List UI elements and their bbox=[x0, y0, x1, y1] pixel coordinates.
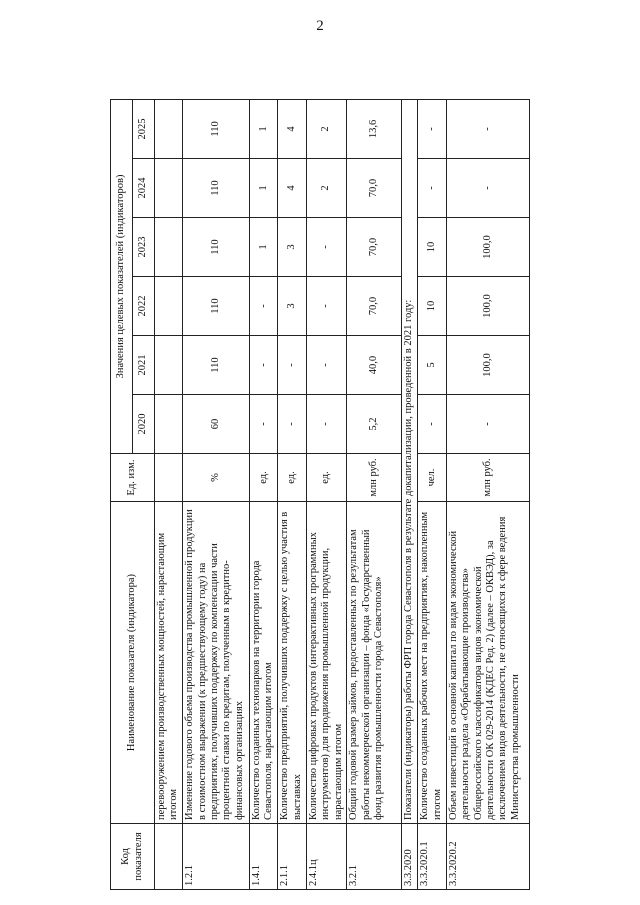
row-value: 110 bbox=[183, 99, 250, 158]
row-value: 70,0 bbox=[347, 218, 402, 277]
row-value: 60 bbox=[183, 395, 250, 454]
row-value: - bbox=[446, 395, 529, 454]
row-value: - bbox=[250, 395, 278, 454]
row-value: - bbox=[418, 159, 446, 218]
row-value: 4 bbox=[278, 159, 306, 218]
header-year: 2020 bbox=[133, 395, 155, 454]
row-code: 2.1.1 bbox=[278, 824, 306, 890]
row-value: 10 bbox=[418, 218, 446, 277]
row-value bbox=[155, 99, 183, 158]
row-value: - bbox=[250, 336, 278, 395]
row-value: 13,6 bbox=[347, 99, 402, 158]
row-value: 1 bbox=[250, 218, 278, 277]
table-row bbox=[347, 99, 402, 889]
row-unit bbox=[155, 454, 183, 502]
header-year: 2025 bbox=[133, 99, 155, 158]
header-targets: Значения целевых показателей (индикаторов) bbox=[111, 99, 133, 453]
row-name: Изменение годового объема производства промышленной продукции в стоимостном выражении (к предшествующему году) на предприятиях, получивших поддержку по компенсации части процентной ставки по кредитам, полученным в кредитно-финансовых организациях bbox=[183, 502, 250, 824]
row-value: - bbox=[446, 159, 529, 218]
row-unit: ед. bbox=[306, 454, 347, 502]
row-value: - bbox=[306, 277, 347, 336]
table-row bbox=[446, 99, 529, 889]
row-code: 1.4.1 bbox=[250, 824, 278, 890]
row-value: 100,0 bbox=[446, 336, 529, 395]
row-unit: ед. bbox=[278, 454, 306, 502]
row-value: 1 bbox=[250, 159, 278, 218]
row-value: 2 bbox=[306, 159, 347, 218]
table-row bbox=[250, 99, 278, 889]
row-value: 5,2 bbox=[347, 395, 402, 454]
row-name: Количество предприятий, получивших поддержку с целью участия в выставках bbox=[278, 502, 306, 824]
row-code: 3.3.2020 bbox=[402, 824, 418, 890]
row-code: 1.2.1 bbox=[183, 824, 250, 890]
row-name: Общий годовой размер займов, предоставленных по результатам работы некоммерческой организации – фонда «Государственный фонд развития промышленности города Севастополя» bbox=[347, 502, 402, 824]
row-value: 100,0 bbox=[446, 277, 529, 336]
row-value: 2 bbox=[306, 99, 347, 158]
row-value: - bbox=[250, 277, 278, 336]
page-number: 2 bbox=[316, 18, 324, 34]
rotated-table-container bbox=[110, 100, 530, 890]
row-value: 110 bbox=[183, 218, 250, 277]
row-value: 110 bbox=[183, 159, 250, 218]
row-value: - bbox=[278, 395, 306, 454]
row-value: - bbox=[306, 395, 347, 454]
table-section-row bbox=[402, 99, 418, 889]
row-name: Количество созданных рабочих мест на предприятиях, накопленным итогом bbox=[418, 502, 446, 824]
header-year: 2023 bbox=[133, 218, 155, 277]
header-name: Наименование показателя (индикатора) bbox=[111, 502, 155, 824]
row-value: - bbox=[306, 336, 347, 395]
row-value bbox=[155, 277, 183, 336]
section-heading: Показатели (индикаторы) работы ФРП города Севастополя в результате докапитализации, проведенной в 2021 году: bbox=[402, 99, 418, 823]
row-value: - bbox=[278, 336, 306, 395]
row-code: 3.3.2020.2 bbox=[446, 824, 529, 890]
row-value: 70,0 bbox=[347, 159, 402, 218]
row-code bbox=[155, 824, 183, 890]
row-value: 110 bbox=[183, 277, 250, 336]
row-code: 3.3.2020.1 bbox=[418, 824, 446, 890]
header-unit: Ед. изм. bbox=[111, 454, 155, 502]
table-row bbox=[278, 99, 306, 889]
row-name: Объем инвестиций в основной капитал по видам экономической деятельности раздела «Обрабатывающие производства» Общероссийского классификатора видов экономической деятельности ОК 029-2014 (КДЕС Ред. 2) (далее – ОКВЭД), за исключением видов деятельности, не относящихся к сфере ведения Министерства промышленности bbox=[446, 502, 529, 824]
row-value: - bbox=[418, 395, 446, 454]
row-unit: % bbox=[183, 454, 250, 502]
row-unit: млн руб. bbox=[446, 454, 529, 502]
row-value: 70,0 bbox=[347, 277, 402, 336]
row-value: 100,0 bbox=[446, 218, 529, 277]
header-code: Код показателя bbox=[111, 824, 155, 890]
row-value bbox=[155, 336, 183, 395]
row-value: 10 bbox=[418, 277, 446, 336]
table-row bbox=[418, 99, 446, 889]
row-unit: чел. bbox=[418, 454, 446, 502]
row-name: Количество цифровых продуктов (интерактивных программных инструментов) для продвижения промышленной продукции, нарастающим итогом bbox=[306, 502, 347, 824]
table-row bbox=[306, 99, 347, 889]
row-value: 5 bbox=[418, 336, 446, 395]
row-value bbox=[155, 218, 183, 277]
row-value: - bbox=[306, 218, 347, 277]
header-year: 2021 bbox=[133, 336, 155, 395]
row-value: 3 bbox=[278, 277, 306, 336]
row-unit: ед. bbox=[250, 454, 278, 502]
row-value bbox=[155, 159, 183, 218]
row-code: 3.2.1 bbox=[347, 824, 402, 890]
row-value bbox=[155, 395, 183, 454]
row-value: 4 bbox=[278, 99, 306, 158]
indicators-table bbox=[110, 99, 530, 890]
row-name: Количество созданных технопарков на территории города Севастополя, нарастающим итогом bbox=[250, 502, 278, 824]
row-value: 110 bbox=[183, 336, 250, 395]
header-year: 2024 bbox=[133, 159, 155, 218]
row-name: перевооружением производственных мощностей, нарастающим итогом bbox=[155, 502, 183, 824]
header-year: 2022 bbox=[133, 277, 155, 336]
row-value: - bbox=[418, 99, 446, 158]
table-row bbox=[155, 99, 183, 889]
table-row bbox=[183, 99, 250, 889]
row-value: 40,0 bbox=[347, 336, 402, 395]
row-value: 1 bbox=[250, 99, 278, 158]
row-code: 2.4.1ц bbox=[306, 824, 347, 890]
row-unit: млн руб. bbox=[347, 454, 402, 502]
row-value: 3 bbox=[278, 218, 306, 277]
row-value: - bbox=[446, 99, 529, 158]
